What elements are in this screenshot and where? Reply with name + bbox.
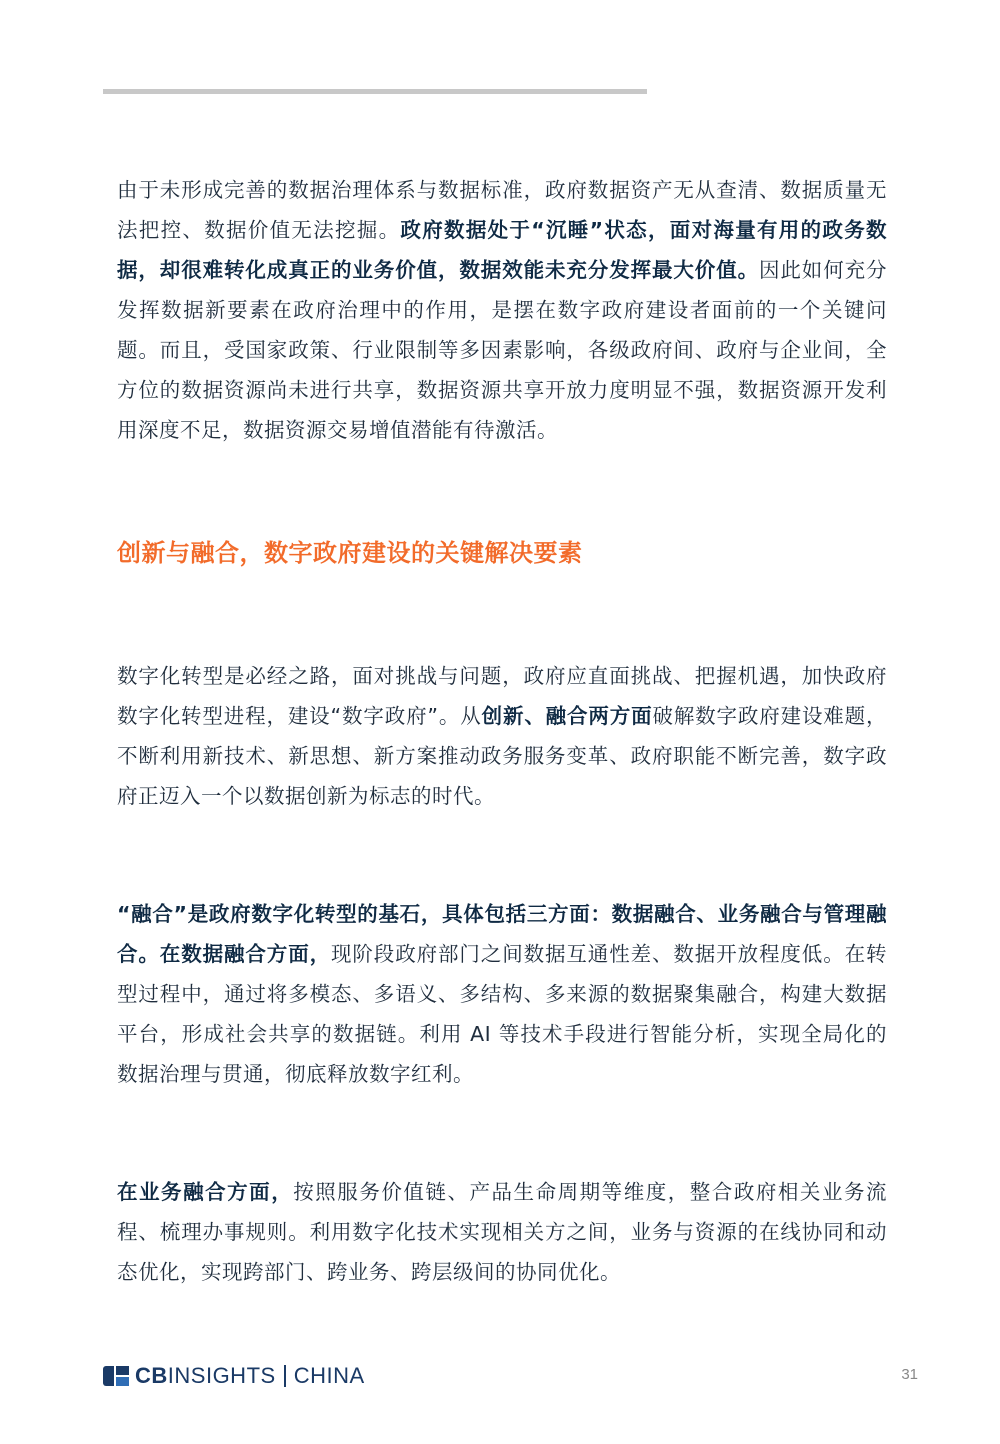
paragraph-data-fusion xyxy=(117,894,887,1094)
paragraph-text: 由于未形成完善的数据治理体系与数据标准，政府数据资产无从查清、数据质量无法把控、数据价值无法挖掘。 xyxy=(117,178,887,242)
paragraph-business-fusion xyxy=(117,1172,887,1292)
brand-cb: CB xyxy=(135,1363,168,1388)
paragraph-text: 按照服务价值链、产品生命周期等维度，整合政府相关业务流程、梳理办事规则。利用数字化技术实现相关方之间，业务与资源的在线协同和动态优化，实现跨部门、跨业务、跨层级间的协同优化。 xyxy=(117,1180,888,1284)
paragraph-emphasis: “融合”是政府数字化转型的基石，具体包括三方面：数据融合、业务融合与管理融合。在数据融合方面， xyxy=(117,902,887,966)
footer-brand xyxy=(103,1362,365,1390)
brand-china: CHINA xyxy=(293,1363,365,1388)
paragraph-text: 因此如何充分发挥数据新要素在政府治理中的作用，是摆在数字政府建设者面前的一个关键问题。而且，受国家政策、行业限制等多因素影响，各级政府间、政府与企业间，全方位的数据资源尚未进行共享，数据资源共享开放力度明显不强，数据资源开发利用深度不足，数据资源交易增值潜能有待激活。 xyxy=(117,258,887,442)
paragraph-text: 破解数字政府建设难题，不断利用新技术、新思想、新方案推动政务服务变革、政府职能不断完善，数字政府正迈入一个以数据创新为标志的时代。 xyxy=(117,704,888,808)
page-content xyxy=(117,170,887,1292)
brand-separator xyxy=(284,1365,286,1387)
top-divider xyxy=(103,89,647,94)
cbinsights-logo-icon xyxy=(103,1366,129,1386)
page-number: 31 xyxy=(901,1366,918,1383)
paragraph-emphasis: 政府数据处于“沉睡”状态，面对海量有用的政务数据，却很难转化成真正的业务价值，数据效能未充分发挥最大价值。 xyxy=(117,218,887,282)
brand-insights: INSIGHTS xyxy=(167,1363,276,1388)
paragraph-data-governance xyxy=(117,170,887,450)
paragraph-text: 现阶段政府部门之间数据互通性差、数据开放程度低。在转型过程中，通过将多模态、多语义、多结构、多来源的数据聚集融合，构建大数据平台，形成社会共享的数据链。利用 AI 等技术手段进行智能分析，实现全局化的数据治理与贯通，彻底释放数字红利。 xyxy=(117,942,887,1086)
paragraph-emphasis: 创新、融合两方面 xyxy=(481,704,653,728)
section-heading: 创新与融合，数字政府建设的关键解决要素 xyxy=(117,539,583,567)
paragraph-digital-transformation xyxy=(117,656,887,816)
paragraph-text: 数字化转型是必经之路，面对挑战与问题，政府应直面挑战、把握机遇，加快政府数字化转型进程，建设“数字政府”。从 xyxy=(117,664,887,728)
paragraph-emphasis: 在业务融合方面， xyxy=(117,1180,294,1204)
